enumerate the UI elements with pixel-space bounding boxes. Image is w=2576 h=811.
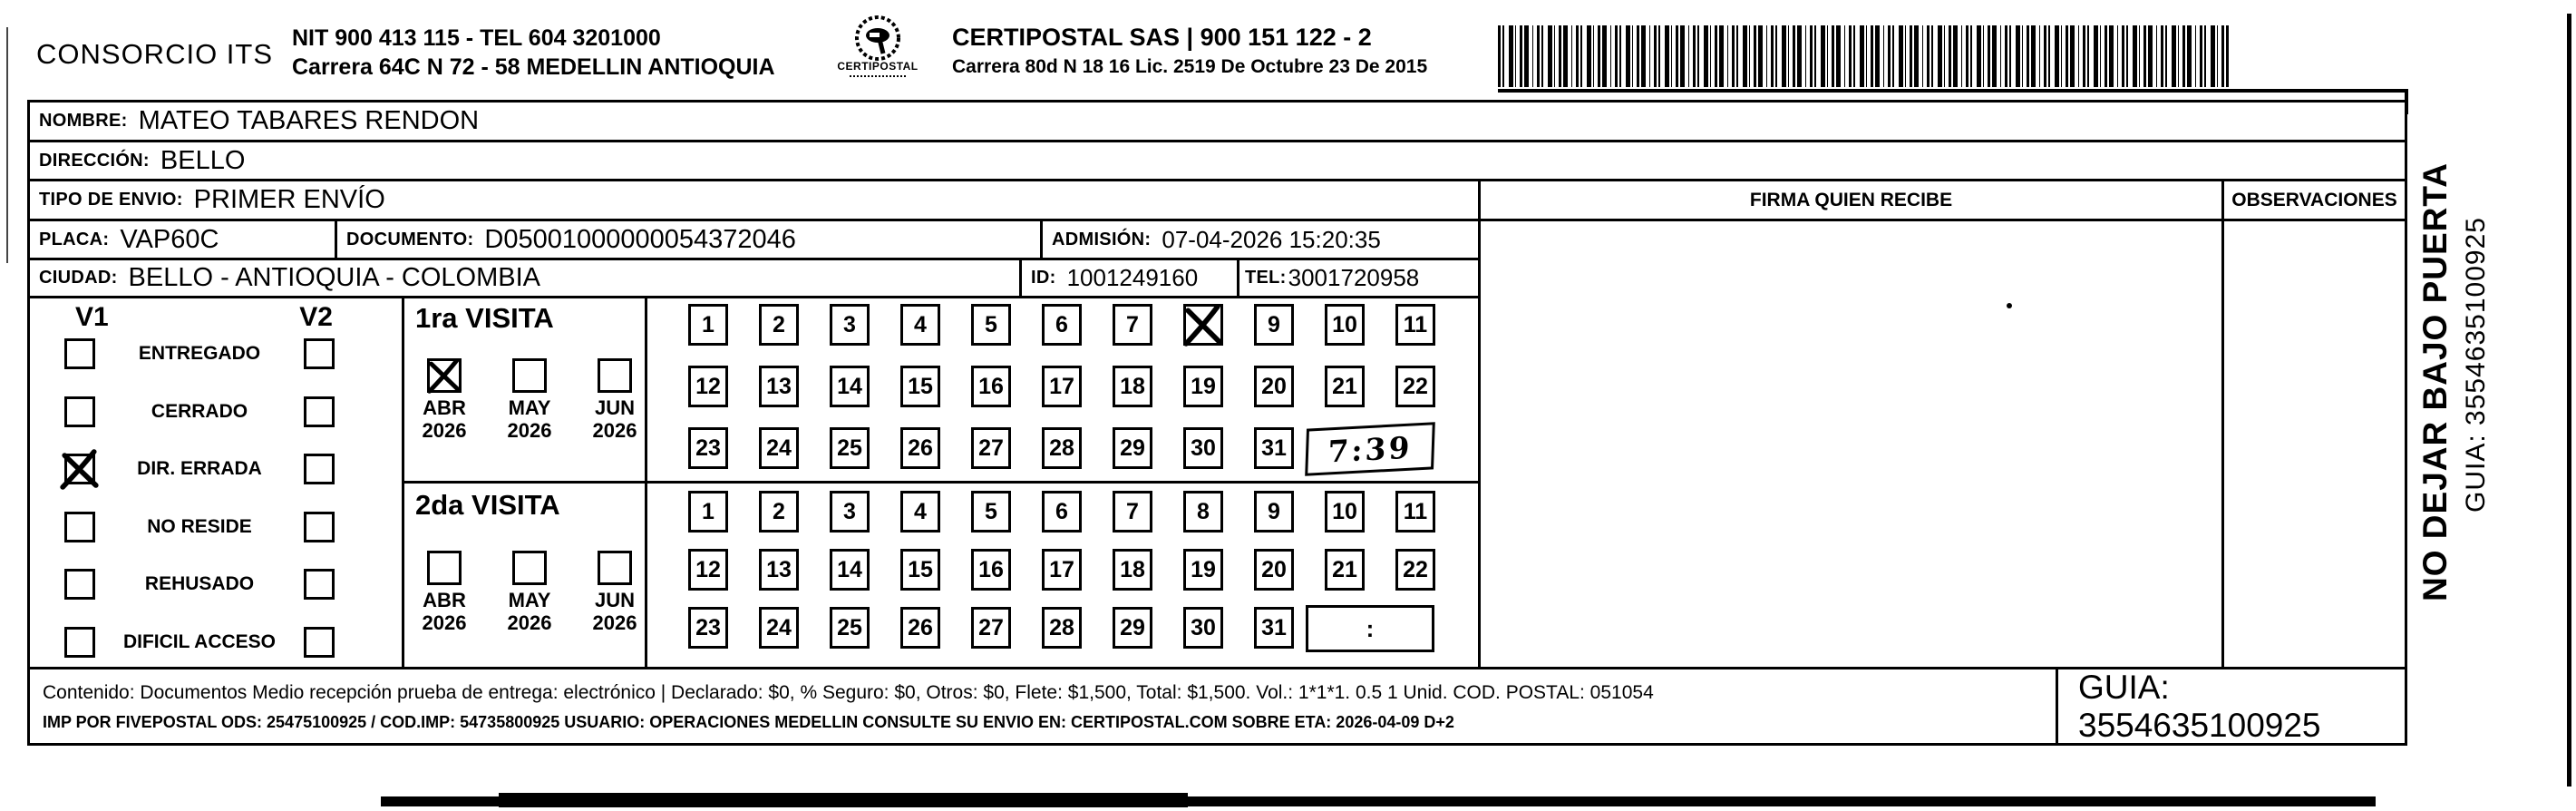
nombre-label: NOMBRE: — [39, 111, 128, 131]
day-cell: 13 — [759, 549, 799, 591]
day-cell: 18 — [1113, 549, 1152, 591]
day-cell: 22 — [1395, 366, 1435, 407]
day-cell: 12 — [688, 549, 728, 591]
day-cell: 25 — [830, 427, 870, 469]
day-cell: 28 — [1042, 607, 1082, 649]
visits-block — [27, 296, 1481, 669]
month-label: JUN — [594, 589, 635, 611]
tel-value: 3001720958 — [1288, 264, 1420, 291]
admision-cell — [1040, 219, 1481, 260]
day-cell: 19 — [1183, 549, 1223, 591]
placa-value: VAP60C — [120, 224, 219, 254]
day-cell: 31 — [1254, 427, 1294, 469]
visit-1-days — [688, 298, 1486, 481]
month-checkbox — [427, 551, 462, 585]
side-note-guia: GUIA: 3554635100925 — [2461, 217, 2491, 513]
firma-header: FIRMA QUIEN RECIBE — [1749, 189, 1953, 210]
direccion-value: BELLO — [160, 145, 246, 175]
visit-2-months — [423, 551, 636, 635]
day-cell: 21 — [1325, 366, 1365, 407]
status-option-label: DIFICIL ACCESO — [122, 630, 276, 652]
day-cell: 8 — [1183, 491, 1223, 533]
sender-address: Carrera 64C N 72 - 58 MEDELLIN ANTIOQUIA — [292, 54, 775, 80]
carrier-name-nit: CERTIPOSTAL SAS | 900 151 122 - 2 — [952, 24, 1372, 51]
day-cell: 3 — [830, 491, 870, 533]
logo-dashes — [850, 75, 906, 77]
day-cell: 10 — [1325, 491, 1365, 533]
month-label: JUN — [594, 396, 635, 419]
month-year: 2026 — [592, 611, 637, 635]
status-option-label: ENTREGADO — [138, 343, 261, 364]
tel-label: TEL: — [1245, 268, 1287, 288]
nombre-row — [27, 100, 2407, 142]
observaciones-cell — [2221, 219, 2407, 669]
day-cell: 14 — [830, 549, 870, 591]
ink-dot-artifact — [2007, 303, 2012, 308]
day-cell: 29 — [1113, 607, 1152, 649]
admision-label: ADMISIÓN: — [1052, 229, 1152, 249]
day-cell: 6 — [1042, 491, 1082, 533]
firma-cell — [1478, 219, 2224, 669]
admision-value: 07-04-2026 15:20:35 — [1162, 225, 1381, 253]
guia-number: GUIA: 3554635100925 — [2078, 668, 2321, 744]
day-cell: 24 — [759, 427, 799, 469]
footer-content-line: Contenido: Documentos Medio recepción prueba de entrega: electrónico | Declarado: $0, % Seguro: $0, Otros: $0, Flete: $1,500, Total: $1,500. Vol.: 1*1*1. 0.5 1 Unid. COD. POSTAL: 051054 — [43, 682, 1654, 703]
ciudad-value: BELLO - ANTIOQUIA - COLOMBIA — [128, 263, 540, 292]
id-label: ID: — [1031, 268, 1056, 288]
documento-value: D05001000000054372046 — [484, 224, 796, 254]
documento-label: DOCUMENTO: — [346, 229, 474, 249]
day-cell: 26 — [900, 607, 940, 649]
scan-edge-line — [2567, 14, 2571, 787]
tipo-envio-label: TIPO DE ENVIO: — [39, 190, 183, 210]
visit-2-section — [30, 484, 1478, 672]
visit-2-days — [688, 484, 1486, 672]
day-cell: 27 — [971, 607, 1011, 649]
month-checkbox — [598, 358, 632, 393]
certipostal-logo — [834, 15, 921, 77]
logo-emblem-icon — [842, 15, 913, 62]
day-cell: 23 — [688, 427, 728, 469]
day-cell: 31 — [1254, 607, 1294, 649]
month-checkbox — [512, 358, 547, 393]
day-cell: 24 — [759, 607, 799, 649]
day-cell: 10 — [1325, 304, 1365, 346]
direccion-row — [27, 140, 2407, 181]
observaciones-header: OBSERVACIONES — [2231, 189, 2397, 210]
day-cell: 15 — [900, 366, 940, 407]
day-cell: 16 — [971, 549, 1011, 591]
day-cell: 6 — [1042, 304, 1082, 346]
tipo-envio-value: PRIMER ENVÍO — [193, 185, 385, 214]
day-cell: 27 — [971, 427, 1011, 469]
visit-1-section — [30, 298, 1478, 481]
month-year: 2026 — [507, 419, 552, 443]
day-cell: 5 — [971, 304, 1011, 346]
time-note-box: 7:39 — [1305, 422, 1435, 476]
month-label: ABR — [423, 589, 466, 611]
day-cell-crossed — [1183, 304, 1223, 346]
month-checkbox — [427, 358, 462, 393]
month-label: MAY — [508, 396, 551, 419]
day-cell: 20 — [1254, 366, 1294, 407]
day-cell: 21 — [1325, 549, 1365, 591]
day-cell: 17 — [1042, 549, 1082, 591]
day-cell: 9 — [1254, 491, 1294, 533]
day-cell: 20 — [1254, 549, 1294, 591]
month-checkbox — [598, 551, 632, 585]
scan-left-line — [6, 27, 8, 263]
month-label: ABR — [423, 396, 466, 419]
day-cell: 1 — [688, 304, 728, 346]
logo-caption: CERTIPOSTAL — [837, 60, 919, 73]
month-item — [594, 551, 636, 635]
visit-2-title: 2da VISITA — [415, 489, 560, 521]
barcode-baseline — [1498, 89, 2408, 93]
visit-1-title: 1ra VISITA — [415, 302, 554, 334]
sender-nit-tel: NIT 900 413 115 - TEL 604 3201000 — [292, 25, 661, 51]
id-cell — [1019, 258, 1239, 298]
day-cell: 30 — [1183, 427, 1223, 469]
status-option-label: CERRADO — [151, 400, 248, 422]
footer-imp-line: IMP POR FIVEPOSTAL ODS: 25475100925 / COD.IMP: 54735800925 USUARIO: OPERACIONES MEDELLIN CONSULTE SU ENVIO EN: CERTIPOSTAL.COM SOBRE ETA: 2026-04-09 D+2 — [43, 713, 1454, 731]
day-cell: 19 — [1183, 366, 1223, 407]
month-year: 2026 — [422, 419, 467, 443]
day-cell: 2 — [759, 304, 799, 346]
ciudad-cell — [27, 258, 1022, 298]
footer-guia-cell — [2056, 667, 2407, 746]
day-cell: 23 — [688, 607, 728, 649]
day-cell: 5 — [971, 491, 1011, 533]
time-note-box: : — [1306, 605, 1434, 652]
footer-info-cell — [27, 667, 2058, 746]
day-cell: 14 — [830, 366, 870, 407]
day-cell: 18 — [1113, 366, 1152, 407]
day-cell: 11 — [1395, 304, 1435, 346]
day-cell: 26 — [900, 427, 940, 469]
month-item — [423, 358, 465, 443]
direccion-label: DIRECCIÓN: — [39, 150, 150, 171]
visit-1-months — [423, 358, 636, 443]
observaciones-header-cell — [2221, 179, 2407, 221]
day-cell: 11 — [1395, 491, 1435, 533]
month-year: 2026 — [507, 611, 552, 635]
nombre-value: MATEO TABARES RENDON — [138, 106, 480, 135]
day-cell: 15 — [900, 549, 940, 591]
month-item — [509, 358, 550, 443]
day-cell: 28 — [1042, 427, 1082, 469]
day-cell: 25 — [830, 607, 870, 649]
day-cell: 13 — [759, 366, 799, 407]
v2-column-header: V2 — [299, 302, 333, 332]
firma-header-cell — [1478, 179, 2224, 221]
sender-company-name: CONSORCIO ITS — [36, 38, 274, 70]
v1-column-header: V1 — [75, 302, 109, 332]
day-cell: 30 — [1183, 607, 1223, 649]
status-option-label: DIR. ERRADA — [137, 458, 262, 480]
status-option-label: NO RESIDE — [147, 515, 252, 537]
side-note-no-dejar: NO DEJAR BAJO PUERTA — [2416, 162, 2454, 601]
month-item — [509, 551, 550, 635]
placa-label: PLACA: — [39, 229, 110, 249]
day-cell: 29 — [1113, 427, 1152, 469]
day-cell: 2 — [759, 491, 799, 533]
documento-cell — [335, 219, 1043, 260]
day-cell: 17 — [1042, 366, 1082, 407]
month-year: 2026 — [422, 611, 467, 635]
handwritten-x-mark — [1182, 303, 1224, 347]
month-item — [594, 358, 636, 443]
month-checkbox — [512, 551, 547, 585]
month-item — [423, 551, 465, 635]
placa-cell — [27, 219, 337, 260]
day-cell: 7 — [1113, 491, 1152, 533]
day-cell: 9 — [1254, 304, 1294, 346]
carrier-address-lic: Carrera 80d N 18 16 Lic. 2519 De Octubre 23 De 2015 — [952, 56, 1428, 77]
tel-cell — [1237, 258, 1481, 298]
scan-bottom-smudge-thick — [499, 793, 1188, 807]
day-cell: 16 — [971, 366, 1011, 407]
status-option-label: REHUSADO — [144, 573, 255, 595]
day-cell: 4 — [900, 491, 940, 533]
day-cell: 3 — [830, 304, 870, 346]
tracking-barcode — [1498, 25, 2229, 87]
tipo-envio-row — [27, 179, 1481, 221]
day-cell: 4 — [900, 304, 940, 346]
day-cell: 12 — [688, 366, 728, 407]
day-cell: 1 — [688, 491, 728, 533]
ciudad-label: CIUDAD: — [39, 268, 118, 288]
handwritten-x-mark — [426, 357, 462, 394]
month-year: 2026 — [592, 419, 637, 443]
day-cell: 7 — [1113, 304, 1152, 346]
id-value: 1001249160 — [1066, 264, 1199, 291]
day-cell: 22 — [1395, 549, 1435, 591]
month-label: MAY — [508, 589, 551, 611]
